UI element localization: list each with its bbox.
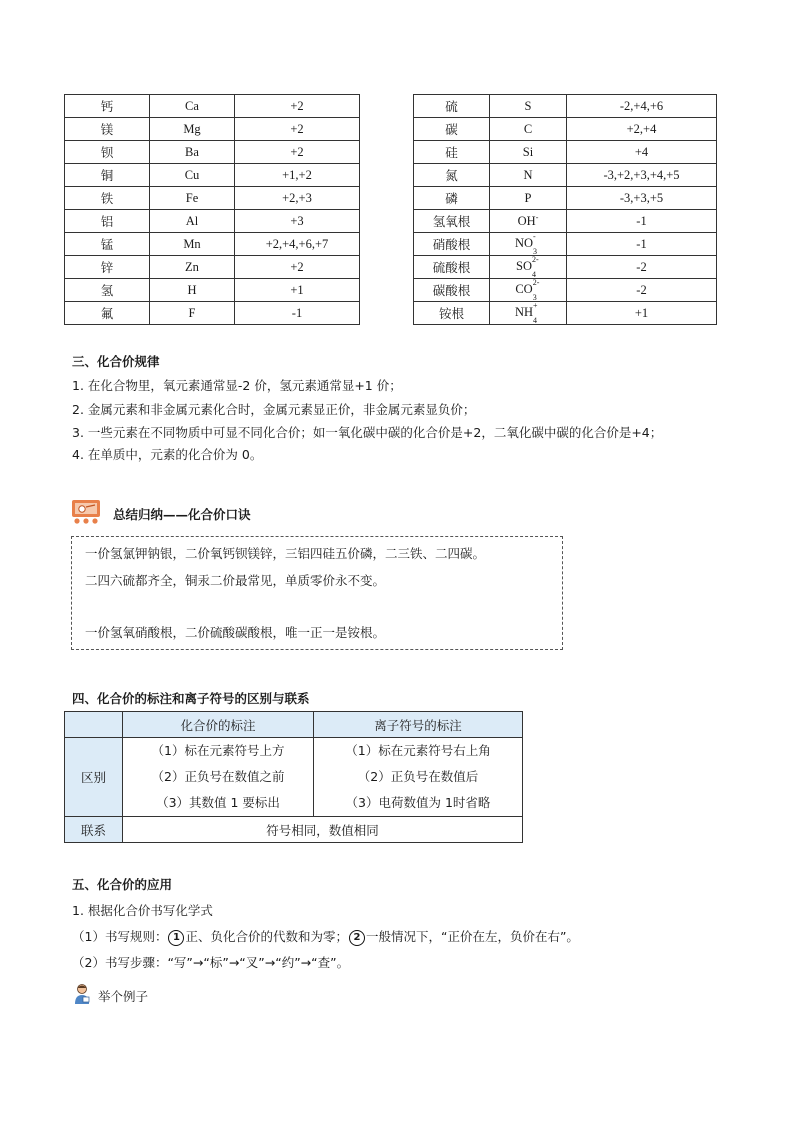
element-name-cell: 锰 [65,233,150,256]
table-row [414,210,717,233]
rule-item-2: 2. 金属元素和非金属元素化合时，金属元素显正价，非金属元素显负价； [72,402,476,417]
symbol-base: OH [517,213,536,228]
symbol-cell: S [490,95,567,118]
element-name-cell: 镁 [65,118,150,141]
symbol-cell: Mg [150,118,235,141]
valence-cell: +1 [235,279,360,302]
symbol-cell: Fe [150,187,235,210]
valence-notation-item: （3）其数值 1 要标出 [156,795,280,810]
comparison-table [64,711,523,843]
table-row [65,164,360,187]
symbol-subscript: 4 [533,316,538,326]
valence-cell: -3,+3,+5 [567,187,717,210]
row-label-connection: 联系 [65,817,123,843]
summary-title: 总结归纳——化合价口诀 [113,507,251,522]
symbol-base: CO [515,281,533,296]
table-row [414,141,717,164]
writing-rule [72,927,579,946]
row-label-difference: 区别 [65,738,123,817]
valence-cell: +1,+2 [235,164,360,187]
valence-cell: -2,+4,+6 [567,95,717,118]
valence-cell: +2 [235,141,360,164]
symbol-charge: - [535,212,539,222]
connection-cell: 符号相同，数值相同 [123,817,523,843]
mnemonic-line-2: 二四六硫都齐全，铜汞二价最常见，单质零价永不变。 [85,573,386,588]
symbol-cell [490,279,567,302]
table-row [65,187,360,210]
symbol-base: SO [516,258,532,273]
element-name-cell: 硅 [414,141,490,164]
valence-cell: +2,+4 [567,118,717,141]
writing-steps: （2）书写步骤：“写”→“标”→“叉”→“约”→“查”。 [72,955,350,970]
element-name-cell: 铵根 [414,302,490,325]
example-person-icon [72,983,92,1005]
ion-notation-item: （1）标在元素符号右上角 [345,743,491,758]
table-row [414,95,717,118]
symbol-cell: Ba [150,141,235,164]
table-row [65,233,360,256]
element-name-cell: 硫 [414,95,490,118]
table-row [414,118,717,141]
valence-cell: +3 [235,210,360,233]
valence-cell: -1 [567,233,717,256]
element-name-cell: 碳酸根 [414,279,490,302]
element-name-cell: 磷 [414,187,490,210]
symbol-subscript: 3 [533,247,538,257]
valence-table-right [413,94,717,325]
table-row [414,233,717,256]
example-label: 举个例子 [98,989,149,1004]
symbol-subscript: 3 [532,293,537,303]
valence-cell: -1 [235,302,360,325]
section4-heading: 四、化合价的标注和离子符号的区别与联系 [72,691,310,706]
valence-cell: +2 [235,95,360,118]
element-name-cell: 氟 [65,302,150,325]
mnemonic-box [71,536,563,650]
symbol-cell: N [490,164,567,187]
symbol-script-stack [531,255,540,280]
symbol-charge: 2- [532,278,540,288]
table-row [414,256,717,279]
element-name-cell: 钡 [65,141,150,164]
col-header-valence: 化合价的标注 [123,712,314,738]
table-row [65,302,360,325]
table-row [65,95,360,118]
circled-number-2: 2 [349,930,365,946]
valence-cell: +2 [235,118,360,141]
symbol-cell [490,210,567,233]
symbol-cell [490,302,567,325]
symbol-cell: P [490,187,567,210]
symbol-cell: Ca [150,95,235,118]
valence-cell: +2 [235,256,360,279]
table-row [414,164,717,187]
table-row [65,118,360,141]
ion-notation-cell [314,738,523,817]
rule-item-4: 4. 在单质中，元素的化合价为 0。 [72,447,263,462]
circled-number-1: 1 [168,930,184,946]
symbol-cell: C [490,118,567,141]
element-name-cell: 钙 [65,95,150,118]
table-row [414,302,717,325]
valence-table-left [64,94,360,325]
symbol-base: NH [514,304,534,319]
element-name-cell: 铁 [65,187,150,210]
valence-cell: -2 [567,256,717,279]
symbol-charge: 2- [531,255,539,265]
element-name-cell: 铜 [65,164,150,187]
element-name-cell: 氢氧根 [414,210,490,233]
element-name-cell: 碳 [414,118,490,141]
element-name-cell: 锌 [65,256,150,279]
table-row [65,210,360,233]
valence-cell: -3,+2,+3,+4,+5 [567,164,717,187]
table-row [414,187,717,210]
element-name-cell: 氢 [65,279,150,302]
ion-notation-item: （2）正负号在数值后 [357,769,479,784]
element-name-cell: 铝 [65,210,150,233]
rule-part-2: 一般情况下，“正价在左，负价在右”。 [365,929,579,944]
ion-notation-item: （3）电荷数值为 1时省略 [345,795,491,810]
mnemonic-line-3: 一价氢氧硝酸根，二价硫酸碳酸根，唯一正一是铵根。 [85,625,386,640]
valence-cell: +1 [567,302,717,325]
symbol-charge: + [533,301,538,311]
element-name-cell: 硝酸根 [414,233,490,256]
col-header-ion: 离子符号的标注 [314,712,523,738]
symbol-script-stack [533,301,541,326]
symbol-base: NO [514,235,534,250]
rule-item-3: 3. 一些元素在不同物质中可显不同化合价；如一氧化碳中碳的化合价是+2，二氧化碳中碳的化合价是+4； [72,425,663,440]
valence-notation-item: （2）正负号在数值之前 [151,769,285,784]
rule-part-1: 正、负化合价的代数和为零； [185,929,348,944]
table-row [65,141,360,164]
valence-cell: -2 [567,279,717,302]
valence-cell: +2,+4,+6,+7 [235,233,360,256]
table-row [65,279,360,302]
valence-cell: +2,+3 [235,187,360,210]
element-name-cell: 氮 [414,164,490,187]
symbol-charge: - [533,232,536,242]
table-row [414,279,717,302]
symbol-cell: Al [150,210,235,233]
valence-cell: -1 [567,210,717,233]
rule-prefix: （1）书写规则： [72,929,168,944]
corner-cell [65,712,123,738]
valence-notation-item: （1）标在元素符号上方 [151,743,285,758]
rule-item-1: 1. 在化合物里，氧元素通常显-2 价，氢元素通常显+1 价； [72,378,402,393]
summary-teacher-icon [71,499,101,525]
application-subheading: 1. 根据化合价书写化学式 [72,903,213,918]
symbol-subscript: 4 [531,270,536,280]
symbol-script-stack [532,278,541,303]
element-name-cell: 硫酸根 [414,256,490,279]
symbol-cell: Mn [150,233,235,256]
symbol-cell: Cu [150,164,235,187]
symbol-cell [490,256,567,279]
symbol-cell [490,233,567,256]
symbol-cell: Zn [150,256,235,279]
valence-cell: +4 [567,141,717,164]
section5-heading: 五、化合价的应用 [72,877,173,892]
symbol-cell: F [150,302,235,325]
symbol-cell: H [150,279,235,302]
symbol-cell: Si [490,141,567,164]
section3-heading: 三、化合价规律 [72,354,160,369]
mnemonic-line-1: 一价氢氯钾钠银，二价氧钙钡镁锌，三铝四硅五价磷，二三铁、二四碳。 [85,546,486,561]
valence-notation-cell [123,738,314,817]
table-row [65,256,360,279]
symbol-script-stack [533,232,541,257]
